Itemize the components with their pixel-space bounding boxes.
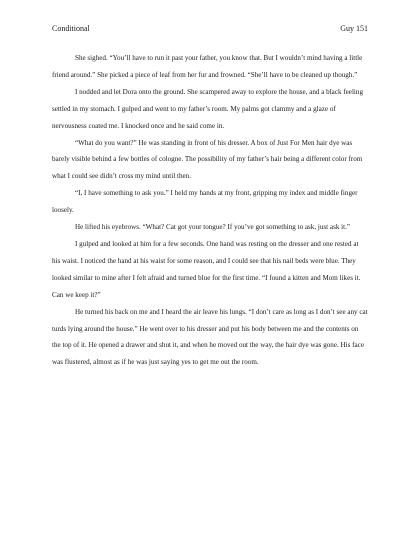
paragraph: “What do you want?” He was standing in front of his dresser. A box of Just For Men hair dye was barely visible behind a few bottles of cologne. The possibility of my father’s hair being a different color from what I could see didn’t cross my mind until then. (52, 138, 363, 181)
paragraph: I nodded and let Dora onto the ground. She scampered away to explore the house, and a black feeling settled in my stomach. I gulped and went to my father’s room. My palms got clammy and a glaze of nervousness coated me. I knocked once and he said come in. (52, 87, 363, 130)
paragraph: “I, I have something to ask you.” I held my hands at my front, gripping my index and middle finger loosely. (52, 189, 358, 215)
page-header (52, 23, 368, 35)
paragraph: She sighed. “You’ll have to run it past your father, you know that. But I wouldn’t mind having a little friend around.” She picked a piece of leaf from her fur and frowned. “She’ll have to be cleaned up though.” (52, 54, 363, 79)
body-text (52, 50, 368, 371)
page-number: Guy 151 (340, 24, 368, 33)
paragraph: He turned his back on me and I heard the air leave his lungs. “I don’t care as long as I don’t see any cat turds lying around the house.” He went over to his dresser and put his body between me and the contents on the top of it. He opened a drawer and shut it, and when he moved out the way, the hair dye was gone. His face was flustered, almost as if he was just saying yes to get me out the room. (52, 307, 368, 367)
running-title: Conditional (52, 24, 90, 33)
paragraph: He lifted his eyebrows. “What? Cat got your tongue? If you’ve got something to ask, just ask it.” (75, 223, 351, 232)
paragraph: I gulped and looked at him for a few seconds. One hand was resting on the dresser and one rested at his waist. I noticed the hand at his waist for some reason, and I could see that his nail beds were blue. They looked similar to mine after I felt afraid and turned blue for the first time. “I found a kitten and Mom likes it. Can we keep it?” (52, 239, 361, 299)
